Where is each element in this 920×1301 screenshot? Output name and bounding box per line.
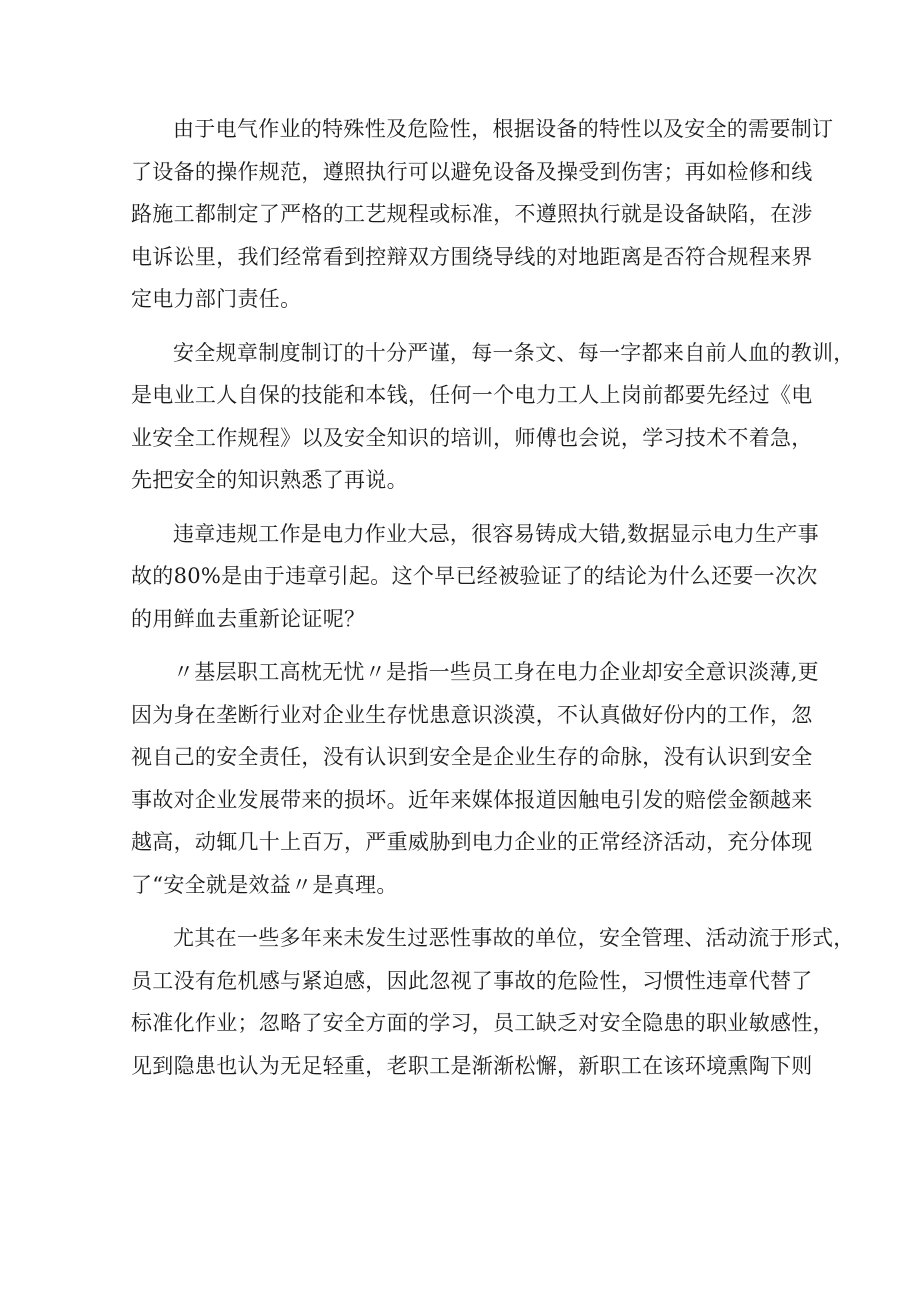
paragraph-line: 定电力部门责任。 [131,287,302,311]
paragraph-line: 越高，动辄几十上百万，严重威胁到电力企业的正常经济活动，充分体现 [131,830,813,854]
paragraph-line: 视自己的安全责任，没有认识到安全是企业生存的命脉，没有认识到安全 [131,745,813,769]
paragraph-line: 故的80%是由于违章引起。这个早已经被验证了的结论为什么还要一次次 [131,564,818,588]
paragraph-line: 因为身在垄断行业对企业生存忧患意识淡漠，不认真做好份内的工作，忽 [131,702,813,727]
paragraph-line: 〃基层职工高枕无忧〃是指一些员工身在电力企业却安全意识淡薄,更 [173,660,819,684]
paragraph-line: 见到隐患也认为无足轻重，老职工是渐渐松懈，新职工在该环境熏陶下则 [131,1053,813,1078]
paragraph-line: 违章违规工作是电力作业大忌，很容易铸成大错,数据显示电力生产事 [173,521,819,546]
paragraph-line: 了“安全就是效益〃是真理。 [131,872,398,897]
paragraph-spacer [131,906,793,917]
paragraph-line: 电诉讼里，我们经常看到控辩双方围绕导线的对地距离是否符合规程来界 [131,244,813,269]
paragraph-line: 的用鲜血去重新论证呢？ [131,606,366,631]
paragraph-spacer [131,502,793,513]
paragraph-line: 由于电气作业的特殊性及危险性，根据设备的特性以及安全的需要制订 [173,117,834,141]
paragraph-line: 安全规章制度制订的十分严谨，每一条文、每一字都来自前人血的教训， [173,340,855,365]
paragraph-line: 是电业工人自保的技能和本钱，任何一个电力工人上岗前都要先经过《电 [131,383,813,407]
paragraph-spacer [131,321,793,332]
paragraph-1 [131,108,834,321]
paragraph-line: 事故对企业发展带来的损坏。近年来媒体报道因触电引发的赔偿金额越来 [131,787,813,812]
paragraph-5 [131,917,855,1087]
paragraph-2 [131,332,855,502]
paragraph-line: 业安全工作规程》以及安全知识的培训，师傅也会说，学习技术不着急， [131,425,813,450]
paragraph-line: 标准化作业；忽略了安全方面的学习，员工缺乏对安全隐患的职业敏感性， [131,1011,834,1035]
document-body [131,108,855,1087]
paragraph-line: 路施工都制定了严格的工艺规程或标准，不遵照执行就是设备缺陷，在涉 [131,202,813,226]
paragraph-line: 员工没有危机感与紧迫感，因此忽视了事故的危险性，习惯性违章代替了 [131,968,813,993]
paragraph-spacer [131,640,793,651]
paragraph-3 [131,513,819,641]
paragraph-4 [131,651,819,906]
paragraph-line: 了设备的操作规范，遵照执行可以避免设备及操受到伤害；再如检修和线 [131,159,813,184]
paragraph-line: 先把安全的知识熟悉了再说。 [131,468,408,492]
paragraph-line: 尤其在一些多年来未发生过恶性事故的单位，安全管理、活动流于形式， [173,926,855,950]
